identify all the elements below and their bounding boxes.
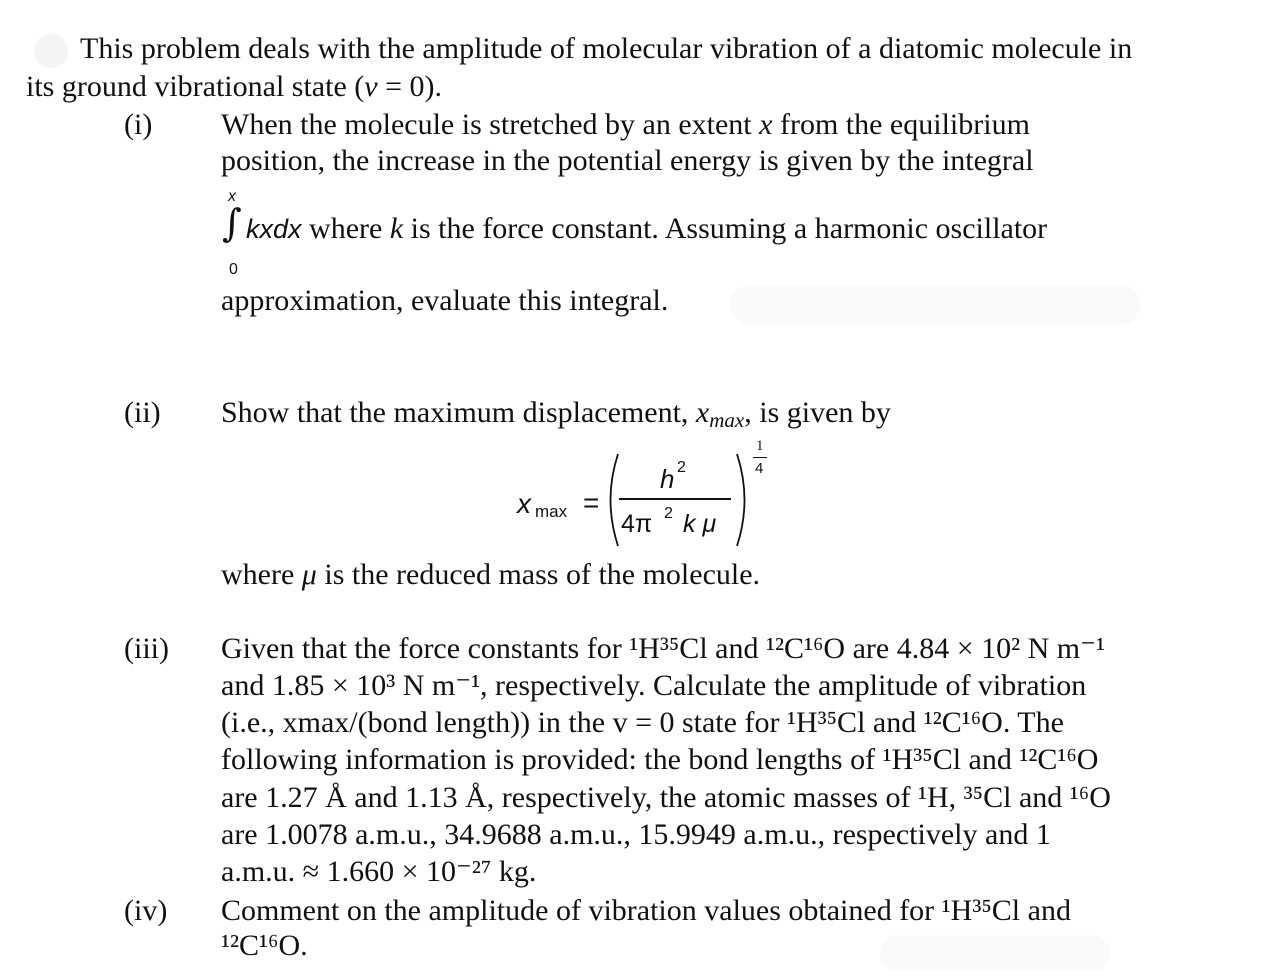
part-i-line-3: kxdx where k is the force constant. Assuming a harmonic oscillator <box>246 212 1048 245</box>
part-i-line-1: When the molecule is stretched by an extent x from the equilibrium <box>221 108 1030 141</box>
part-iii-line-5: are 1.27 Å and 1.13 Å, respectively, the atomic masses of ¹H, ³⁵Cl and ¹⁶O <box>221 781 1111 814</box>
erased-mark <box>730 285 1140 325</box>
integral-sign: ∫ <box>222 201 242 245</box>
scan-spot <box>34 34 68 68</box>
formula-denominator-rest: k μ <box>683 510 717 538</box>
intro-line-1: This problem deals with the amplitude of molecular vibration of a diatomic molecule in <box>80 32 1133 65</box>
formula-numerator-power: 2 <box>677 459 686 476</box>
part-iii-line-4: following information is provided: the bond lengths of ¹H³⁵Cl and ¹²C¹⁶O <box>221 743 1099 776</box>
integrand: kxdx <box>246 214 302 244</box>
part-iii-line-7: a.m.u. ≈ 1.660 × 10⁻²⁷ kg. <box>221 855 537 888</box>
formula-denominator: 4π <box>621 510 653 538</box>
formula-denominator-power: 2 <box>664 505 673 522</box>
part-iv-line-1: Comment on the amplitude of vibration values obtained for ¹H³⁵Cl and <box>221 894 1071 927</box>
part-iii-line-2: and 1.85 × 10³ N m⁻¹, respectively. Calculate the amplitude of vibration <box>221 669 1087 702</box>
part-i-line-2: position, the increase in the potential energy is given by the integral <box>221 144 1034 177</box>
formula-numerator: h <box>660 464 675 494</box>
formula-exponent-bar <box>753 457 767 458</box>
integral-lower-limit: 0 <box>229 261 238 278</box>
part-i-line-4: approximation, evaluate this integral. <box>221 284 669 317</box>
part-iii-line-6: are 1.0078 a.m.u., 34.9688 a.m.u., 15.9949 a.m.u., respectively and 1 <box>221 818 1051 851</box>
intro-line-2: its ground vibrational state (v = 0). <box>26 70 443 103</box>
formula-exponent-numerator: 1 <box>756 438 764 454</box>
xmax-formula <box>515 438 785 558</box>
erased-mark <box>880 935 1110 971</box>
part-ii-label: (ii) <box>124 396 161 429</box>
formula-right-paren <box>734 452 754 548</box>
formula-lhs-subscript: max <box>535 502 568 521</box>
integral-upper-limit: x <box>228 188 236 205</box>
part-iv-line-2: ¹²C¹⁶O. <box>221 929 308 962</box>
part-iii-line-1: Given that the force constants for ¹H³⁵Cl and ¹²C¹⁶O are 4.84 × 10² N m⁻¹ <box>221 632 1105 665</box>
part-iv-label: (iv) <box>124 894 168 927</box>
formula-lhs: x <box>517 488 531 519</box>
part-iii-line-3: (i.e., xmax/(bond length)) in the v = 0 state for ¹H³⁵Cl and ¹²C¹⁶O. The <box>221 706 1064 739</box>
part-i-label: (i) <box>124 108 153 141</box>
part-ii-line-2: where μ is the reduced mass of the molecule. <box>221 558 761 591</box>
formula-equals: = <box>583 487 600 518</box>
formula-exponent-denominator: 4 <box>755 460 764 477</box>
part-iii-label: (iii) <box>124 632 169 665</box>
part-ii-line-1: Show that the maximum displacement, xmax, is given by <box>221 396 891 432</box>
formula-fraction-bar <box>619 498 731 500</box>
formula-left-paren <box>601 452 621 548</box>
